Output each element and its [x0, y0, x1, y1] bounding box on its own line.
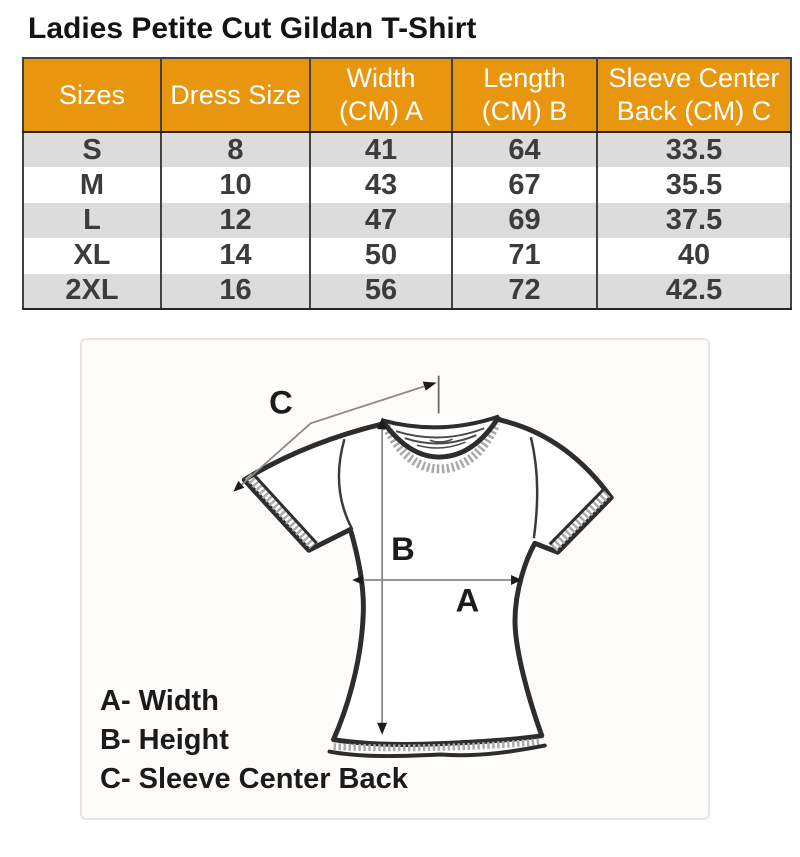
cell-width: 41: [310, 132, 452, 167]
header-line: Length: [483, 63, 566, 93]
legend-item-height: B- Height: [100, 724, 229, 756]
cell-size: L: [23, 203, 161, 238]
header-line: Width: [346, 63, 416, 93]
cell-width: 47: [310, 203, 452, 238]
column-header-sleeve-center-back: [597, 58, 791, 132]
measurement-diagram-panel: [80, 338, 710, 820]
legend-item-sleeve-center-back: C- Sleeve Center Back: [100, 763, 408, 795]
header-line: Sizes: [58, 79, 126, 110]
cell-length: 69: [452, 203, 597, 238]
table-row: [23, 238, 791, 273]
cell-length: 72: [452, 274, 597, 309]
table-row: [23, 203, 791, 238]
cell-dress-size: 10: [161, 167, 310, 202]
header-line: Back (CM) C: [616, 96, 772, 126]
column-header-sizes: [23, 58, 161, 132]
cell-length: 71: [452, 238, 597, 273]
cell-sleeve: 37.5: [597, 203, 791, 238]
header-line: Dress Size: [170, 79, 301, 110]
cell-dress-size: 8: [161, 132, 310, 167]
diagram-label-c: C: [269, 383, 293, 421]
diagram-label-b: B: [391, 530, 415, 568]
table-row: [23, 132, 791, 167]
cell-sleeve: 33.5: [597, 132, 791, 167]
header-line: (CM) B: [481, 96, 568, 126]
column-header-dress-size: [161, 58, 310, 132]
cell-sleeve: 35.5: [597, 167, 791, 202]
arrowhead-c-bottom: [233, 481, 244, 492]
column-header-width: [310, 58, 452, 132]
header-line: Sleeve Center: [608, 63, 780, 93]
table-row: [23, 274, 791, 309]
cell-size: XL: [23, 238, 161, 273]
cell-width: 56: [310, 274, 452, 309]
header-line: (CM) A: [339, 96, 423, 126]
cell-size: M: [23, 167, 161, 202]
cell-size: S: [23, 132, 161, 167]
arrowhead-a-left: [352, 575, 363, 585]
cell-width: 50: [310, 238, 452, 273]
cell-sleeve: 42.5: [597, 274, 791, 309]
table-row: [23, 167, 791, 202]
cell-sleeve: 40: [597, 238, 791, 273]
legend-item-width: A- Width: [100, 685, 219, 717]
column-header-length: [452, 58, 597, 132]
cell-size: 2XL: [23, 274, 161, 309]
diagram-label-a: A: [455, 581, 480, 619]
cell-dress-size: 16: [161, 274, 310, 309]
arrowhead-c-top: [423, 382, 437, 391]
cell-dress-size: 12: [161, 203, 310, 238]
cell-length: 64: [452, 132, 597, 167]
size-chart-table: [22, 57, 792, 310]
table-header-row: [23, 58, 791, 132]
cell-length: 67: [452, 167, 597, 202]
cell-dress-size: 14: [161, 238, 310, 273]
page-title: Ladies Petite Cut Gildan T-Shirt: [28, 12, 477, 45]
diagram-legend: [100, 682, 408, 799]
cell-width: 43: [310, 167, 452, 202]
